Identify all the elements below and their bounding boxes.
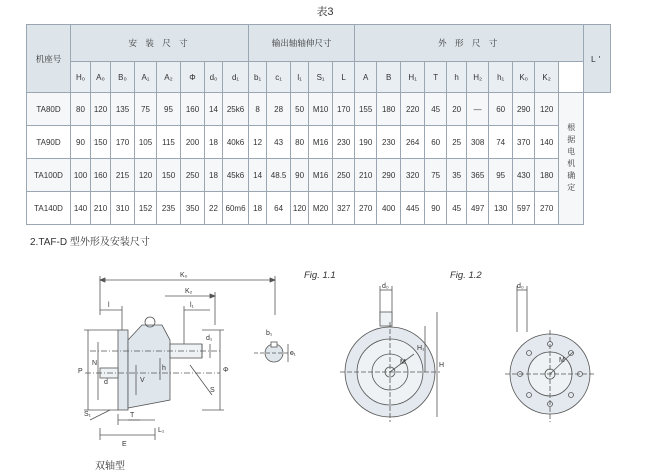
table-cell: 308 (467, 126, 489, 159)
table-cell: 264 (401, 126, 425, 159)
table-cell: 105 (135, 126, 157, 159)
group-header: 外 形 尺 寸 (355, 25, 584, 62)
table-cell: 310 (111, 192, 135, 225)
table-cell: 210 (91, 192, 111, 225)
dim-t: T (130, 412, 135, 419)
table-cell: 75 (425, 159, 447, 192)
group-header: 安 装 尺 寸 (71, 25, 249, 62)
column-header: B (377, 62, 401, 93)
column-header: B₀ (111, 62, 135, 93)
model-cell: TA80D (27, 93, 71, 126)
table-cell: 597 (513, 192, 535, 225)
fig2-dim-m: M (559, 357, 565, 364)
table-cell: 115 (157, 126, 181, 159)
dim-l: l (108, 302, 110, 309)
table-cell: 60 (425, 126, 447, 159)
dim-h: h (162, 365, 166, 372)
dim-s: S (210, 387, 215, 394)
table-cell: 430 (513, 159, 535, 192)
column-header: H₂ (467, 62, 489, 93)
column-header: Φ (181, 62, 205, 93)
fig-1-1-drawing (340, 282, 450, 432)
table-cell: 150 (91, 126, 111, 159)
column-header: A₀ (91, 62, 111, 93)
table-cell: 150 (157, 159, 181, 192)
table-cell: 135 (111, 93, 135, 126)
section-subtitle: 2.TAF-D 型外形及安装尺寸 (30, 237, 150, 248)
table-cell: 45k6 (223, 159, 249, 192)
table-cell: 75 (135, 93, 157, 126)
column-header: L (333, 62, 355, 93)
dim-phi: Φ (223, 367, 229, 374)
table-cell: M20 (309, 192, 333, 225)
table-cell: 180 (535, 159, 559, 192)
table-cell: 250 (181, 159, 205, 192)
column-header: c₁ (267, 62, 291, 93)
table-cell: 45 (447, 192, 467, 225)
table-cell: 80 (291, 126, 309, 159)
spec-table (26, 24, 611, 225)
table-cell: 220 (401, 93, 425, 126)
fig-1-2-label: Fig. 1.2 (450, 270, 482, 281)
table-cell: 12 (249, 126, 267, 159)
table-cell: 18 (205, 126, 223, 159)
table-title: 表3 (316, 6, 334, 18)
fig2-dim-d0: d₀ (517, 283, 524, 290)
dim-l1: l₁ (190, 302, 194, 309)
table-cell: 230 (333, 126, 355, 159)
column-header: A (355, 62, 377, 93)
table-cell: 327 (333, 192, 355, 225)
table-cell: 45 (425, 93, 447, 126)
table-cell: 100 (71, 159, 91, 192)
table-cell: 140 (71, 192, 91, 225)
table-cell: 43 (267, 126, 291, 159)
table-cell: 270 (355, 192, 377, 225)
table-row (27, 93, 611, 126)
column-header: h (447, 62, 467, 93)
fig-1-1-label: Fig. 1.1 (304, 270, 336, 281)
table-cell: 25 (447, 126, 467, 159)
table-cell: 350 (181, 192, 205, 225)
table-cell: 290 (513, 93, 535, 126)
header-model: 机座号 (27, 25, 71, 93)
column-header: d₀ (205, 62, 223, 93)
column-header: K₀ (513, 62, 535, 93)
dim-e: E (122, 441, 127, 448)
table-cell: 445 (401, 192, 425, 225)
dim-k0: K₀ (180, 272, 188, 279)
column-header: T (425, 62, 447, 93)
table-cell: 64 (267, 192, 291, 225)
table-row (27, 159, 611, 192)
column-header: d₁ (223, 62, 249, 93)
table-cell: 95 (489, 159, 513, 192)
table-cell: 95 (157, 93, 181, 126)
table-cell: 90 (291, 159, 309, 192)
table-cell: 120 (91, 93, 111, 126)
table-cell: 28 (267, 93, 291, 126)
column-header: l₁ (291, 62, 309, 93)
model-cell: TA100D (27, 159, 71, 192)
dim-d1: d₁ (206, 335, 213, 342)
dim-p: P (78, 368, 83, 375)
fig1-dim-m: M (400, 359, 406, 366)
table-cell: 152 (135, 192, 157, 225)
table-cell: 370 (513, 126, 535, 159)
table-cell: — (467, 93, 489, 126)
column-header: A₂ (157, 62, 181, 93)
table-cell: 74 (489, 126, 513, 159)
table-cell: 80 (71, 93, 91, 126)
table-cell: 90 (71, 126, 91, 159)
dim-d: d (104, 379, 108, 386)
fig1-dim-h: H (439, 362, 445, 369)
table-cell: 200 (181, 126, 205, 159)
note-cell: 根据电机确定 (559, 93, 584, 225)
keyway-section (252, 325, 302, 375)
group-header: 输出轴轴伸尺寸 (249, 25, 355, 62)
table-cell: 18 (205, 159, 223, 192)
model-cell: TA90D (27, 126, 71, 159)
dim-s1: S₁ (84, 411, 92, 418)
table-cell: 290 (377, 159, 401, 192)
column-header: H₁ (401, 62, 425, 93)
dim-v: V (140, 377, 145, 384)
column-header: A₁ (135, 62, 157, 93)
table-cell: 140 (535, 126, 559, 159)
column-header: H₀ (71, 62, 91, 93)
table-cell: 22 (205, 192, 223, 225)
table-cell: 25k6 (223, 93, 249, 126)
table-cell: 90 (425, 192, 447, 225)
table-cell: 160 (91, 159, 111, 192)
dim-k2: K₂ (185, 288, 193, 295)
table-cell: 320 (401, 159, 425, 192)
table-cell: 18 (249, 192, 267, 225)
fig1-dim-d0: d₀ (382, 283, 389, 290)
table-cell: M10 (309, 93, 333, 126)
table-cell: 190 (355, 126, 377, 159)
table-cell: 48.5 (267, 159, 291, 192)
table-cell: 235 (157, 192, 181, 225)
table-cell: 180 (377, 93, 401, 126)
table-cell: 8 (249, 93, 267, 126)
table-cell: 170 (333, 93, 355, 126)
table-cell: 170 (111, 126, 135, 159)
table-cell: 40k6 (223, 126, 249, 159)
table-row (27, 126, 611, 159)
column-header: h₁ (489, 62, 513, 93)
table-cell: 230 (377, 126, 401, 159)
table-cell: 60 (489, 93, 513, 126)
fig1-dim-h1: H₁ (417, 345, 425, 352)
column-header: b₁ (249, 62, 267, 93)
table-cell: 14 (249, 159, 267, 192)
dim-n: N (92, 360, 98, 367)
dim-l1-bottom: L₁ (158, 427, 165, 434)
dim-c1: c₁ (290, 350, 296, 357)
table-cell: M16 (309, 159, 333, 192)
table-cell: 130 (489, 192, 513, 225)
table-cell: 155 (355, 93, 377, 126)
table-cell: 60m6 (223, 192, 249, 225)
table-cell: 250 (333, 159, 355, 192)
fig-1-2-drawing (505, 282, 605, 432)
table-cell: 365 (467, 159, 489, 192)
table-cell: 35 (447, 159, 467, 192)
table-cell: 400 (377, 192, 401, 225)
table-cell: 14 (205, 93, 223, 126)
column-header: S₁ (309, 62, 333, 93)
table-cell: 120 (291, 192, 309, 225)
column-header: L' (584, 25, 611, 93)
model-cell: TA140D (27, 192, 71, 225)
table-cell: 20 (447, 93, 467, 126)
figure-caption: 双轴型 (95, 461, 125, 472)
table-cell: 120 (535, 93, 559, 126)
dim-b1: b₁ (266, 330, 273, 337)
table-cell: 120 (135, 159, 157, 192)
table-row (27, 192, 611, 225)
table-cell: 215 (111, 159, 135, 192)
column-header: K₂ (535, 62, 559, 93)
table-cell: 50 (291, 93, 309, 126)
table-cell: 160 (181, 93, 205, 126)
table-cell: 270 (535, 192, 559, 225)
table-cell: 497 (467, 192, 489, 225)
table-cell: 210 (355, 159, 377, 192)
table-cell: M16 (309, 126, 333, 159)
